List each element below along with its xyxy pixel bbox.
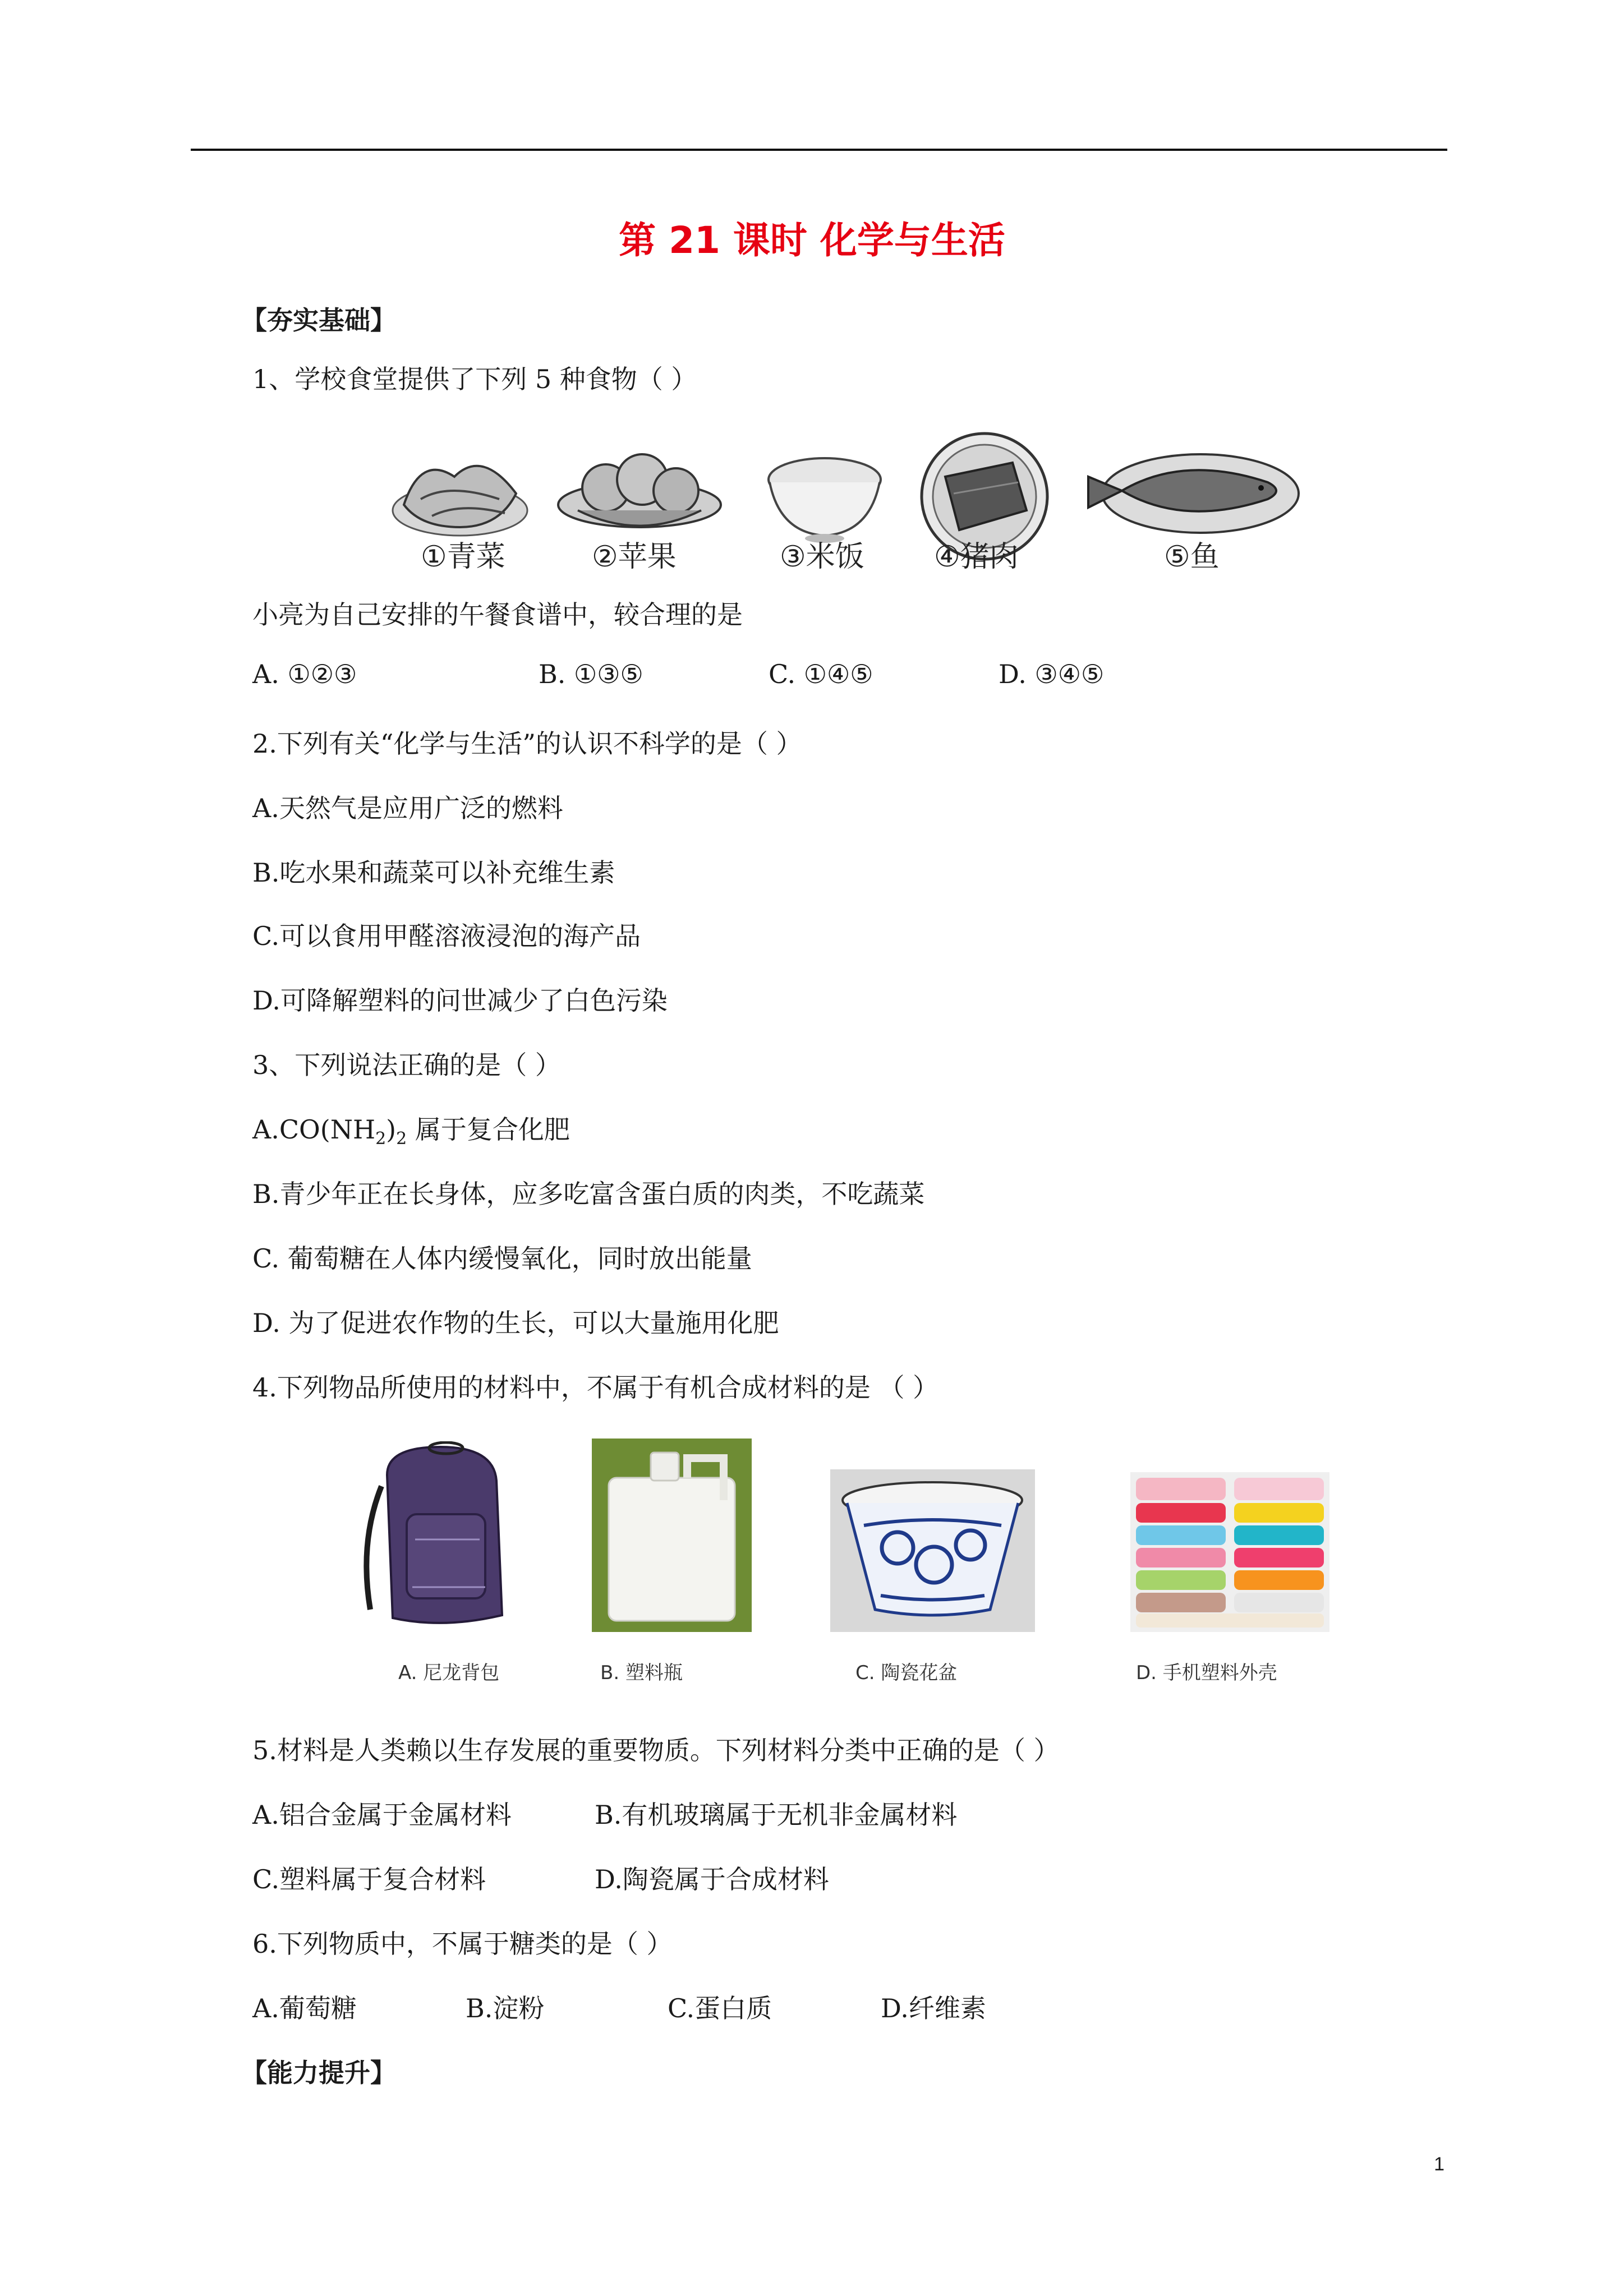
q1-option-d: D. ③④⑤ [999,659,1105,689]
q3-option-a [252,1109,570,1149]
q3-option-c: C. 葡萄糖在人体内缓慢氧化，同时放出能量 [252,1243,752,1274]
q5-option-a: A.铝合金属于金属材料 [252,1800,512,1830]
apple-bowl-image [555,443,724,544]
food-label-2: ②苹果 [592,540,677,574]
q5-option-b: B.有机玻璃属于无机非金属材料 [595,1800,958,1830]
q4-label-a: A. 尼龙背包 [398,1662,500,1684]
q3-option-a-formula: A.CO(NH [252,1114,376,1145]
q3-option-d: D. 为了促进农作物的生长，可以大量施用化肥 [252,1308,779,1338]
q4-label-d: D. 手机塑料外壳 [1136,1662,1277,1684]
food-label-5: ⑤鱼 [1164,540,1220,574]
porcelain-pot-image [830,1469,1035,1632]
q6-option-b: B.淀粉 [466,1993,545,2023]
rice-bowl-image [763,449,886,544]
fish-plate-image [1083,443,1301,538]
section-advance: 【能力提升】 [241,2058,396,2088]
q4-label-c: C. 陶瓷花盆 [855,1662,958,1684]
q6-stem: 6.下列物质中，不属于糖类的是（ ） [252,1929,673,1959]
q5-option-c: C.塑料属于复合材料 [252,1864,486,1894]
q2-option-c: C.可以食用甲醛溶液浸泡的海产品 [252,921,641,951]
q3-stem: 3、下列说法正确的是（ ） [252,1050,561,1080]
backpack-image [348,1441,533,1632]
food-label-1: ①青菜 [421,540,505,574]
q3-option-a-close: ) [386,1114,397,1145]
header-rule [191,149,1447,151]
q6-option-d: D.纤维素 [881,1993,986,2023]
food-label-3: ③米饭 [780,540,864,574]
page-number: 1 [1434,2154,1444,2175]
q4-stem: 4.下列物品所使用的材料中，不属于有机合成材料的是 （ ） [252,1372,939,1403]
q1-option-b: B. ①③⑤ [539,659,643,689]
q3-option-a-text: 属于复合化肥 [407,1114,570,1145]
q3-sub-1: 2 [375,1129,387,1149]
q2-stem: 2.下列有关“化学与生活”的认识不科学的是（ ） [252,729,802,759]
q1-option-a: A. ①②③ [252,659,357,689]
page-title: 第 21 课时 化学与生活 [619,219,1005,262]
q2-option-a: A.天然气是应用广泛的燃料 [252,793,563,823]
q5-stem: 5.材料是人类赖以生存发展的重要物质。下列材料分类中正确的是（ ） [252,1735,1060,1765]
q3-sub-2: 2 [396,1129,407,1149]
q6-option-a: A.葡萄糖 [252,1993,357,2023]
phone-cases-image [1130,1472,1329,1632]
q2-option-b: B.吃水果和蔬菜可以补充维生素 [252,857,615,888]
q5-option-d: D.陶瓷属于合成材料 [595,1864,829,1894]
q2-option-d: D.可降解塑料的问世减少了白色污染 [252,985,668,1016]
q1-prompt: 小亮为自己安排的午餐食谱中，较合理的是 [252,600,743,630]
plastic-jug-image [592,1439,752,1632]
q4-label-b: B. 塑料瓶 [600,1662,683,1684]
q3-option-b: B.青少年正在长身体，应多吃富含蛋白质的肉类，不吃蔬菜 [252,1179,925,1209]
section-basics: 【夯实基础】 [241,305,396,335]
q6-option-c: C.蛋白质 [668,1993,772,2023]
q1-stem: 1、学校食堂提供了下列 5 种食物（ ） [252,364,697,394]
bok-choy-image [387,443,533,544]
food-label-4: ④猪肉 [934,540,1019,574]
q1-option-c: C. ①④⑤ [769,659,873,689]
